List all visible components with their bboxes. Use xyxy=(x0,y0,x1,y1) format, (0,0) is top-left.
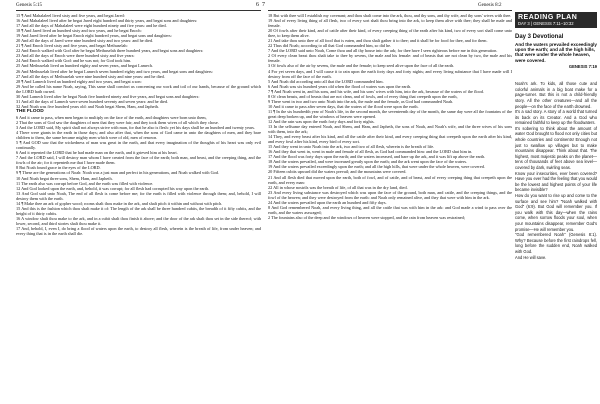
verse-paragraph: 15 And this is the fashion which thou shalt make it of: The length of the ark shall be three hundred cubits, the breadth of it fifty cubits, and the height of it thirty cubits. xyxy=(16,205,261,216)
verse-paragraph: 17 And, behold, I, even I, do bring a flood of waters upon the earth, to destroy all flesh, wherein is the breath of life, from under heaven; and every thing that is in the earth shall die. xyxy=(16,225,261,237)
verse-paragraph: 20 Fifteen cubits upward did the waters prevail; and the mountains were covered. xyxy=(268,169,407,175)
verse-paragraph: 14 ¶ Make thee an ark of gopher wood; rooms shalt thou make in the ark, and shalt pitch it within and without with pitch. xyxy=(16,200,223,206)
verse-paragraph: 29 And he called his name Noah, saying, This same shall comfort us concerning our work and toil of our hands, because of the ground which the LORD hath cursed. xyxy=(16,83,261,94)
verse-paragraph: 21 And all flesh died that moved upon the earth, both of fowl, and of cattle, and of beast, and of every creeping thing that creepeth upon the earth, and every man: xyxy=(268,174,512,185)
verse-paragraph: 10 And Noah begat three sons, Shem, Ham, and Japheth. xyxy=(16,175,113,181)
verse-paragraph: 16 And Mahalaleel lived after he begat Jared eight hundred and thirty years, and begat sons and daughters: xyxy=(16,18,198,24)
reading-plan-title: READING PLAN xyxy=(518,13,578,21)
verse-paragraph: 8 Of clean beasts, and of beasts that are not clean, and of fowls, and of every thing that creepeth upon the earth, xyxy=(268,93,458,99)
devotional-paragraph: And He will save. xyxy=(515,254,547,260)
verse-paragraph: 10 And it came to pass after seven days, that the waters of the flood were upon the earth. xyxy=(268,103,419,109)
reading-plan-sidebar xyxy=(515,12,597,260)
devotional-paragraph: It's a sad story. A story of a world that turned its back on its Creator. And a God who remained faithful to keep up the floodwaters. xyxy=(515,109,597,126)
verse-paragraph: 19 And of every living thing of all flesh, two of every sort shalt thou bring into the ark, to keep them alive with thee; they shall be male and female. xyxy=(268,18,512,29)
verse-paragraph: 6 And it repented the LORD that he had made man on the earth, and it grieved him at his heart. xyxy=(16,150,178,156)
section-heading: THE FLOOD xyxy=(16,109,44,115)
devotional-quote-reference: GENESIS 7:19 xyxy=(568,64,597,70)
verse-paragraph: 19 And Jared lived after he begat Enoch eight hundred years, and begat sons and daughters: xyxy=(16,33,172,39)
verse-paragraph: 22 Thus did Noah; according to all that God commanded him, so did he. xyxy=(268,43,392,49)
verse-paragraph: 12 And God looked upon the earth, and, behold, it was corrupt; for all flesh had corrupted his way upon the earth. xyxy=(16,185,210,191)
verse-paragraph: 23 And all the days of Enoch were three hundred sixty and five years: xyxy=(16,53,135,59)
verse-paragraph: 11 ¶ In the six hundredth year of Noah's life, in the second month, the seventeenth day of the month, the same day were all the fountains of the great deep broken up, and the windows of heaven were opened. xyxy=(268,108,512,119)
verse-paragraph: 2 Of every clean beast thou shalt take to thee by sevens, the male and his female: and of beasts that are not clean by two, the male and his female. xyxy=(268,53,512,64)
verse-paragraph: 14 They, and every beast after his kind, and all the cattle after their kind, and every creeping thing that creepeth upon the earth after his kind, and every fowl after his kind, every bird of every sort. xyxy=(268,134,512,145)
verse-paragraph: 7 And the LORD said unto Noah, Come thou and all thy house into the ark; for thee have I seen righteous before me in this generation. xyxy=(268,48,498,54)
verse-paragraph: 2 The fountains also of the deep and the windows of heaven were stopped, and the rain from heaven was restrained; xyxy=(268,214,465,220)
reading-plan-subtitle: DAY 3 | GENESIS 7:11–10:32 xyxy=(518,21,574,26)
devotional-paragraph: How do you want to rise up and come to the surface and see him? "Noah walked with God" (6:9). But God will remember you. If you walk with this day—when the rains come, when sorrow floods your soul, when your mountains disappear, remember God's promise—He will remember you. xyxy=(515,193,597,232)
verse-paragraph: 22 And Enoch walked with God after he begat Methuselah three hundred years, and begat sons and daughters: xyxy=(16,48,204,54)
verse-paragraph: 3 Of fowls also of the air by sevens, the male and the female; to keep seed alive upon the face of all the earth. xyxy=(268,63,455,69)
verse-paragraph: 5 And Noah did according unto all that the LORD commanded him. xyxy=(268,78,384,84)
verse-paragraph: 4 There were giants in the earth in those days; and also after that, when the sons of God came in unto the daughters of men, and they bare children to them, the same became mighty men which were of old, men of renown. xyxy=(16,130,261,141)
verse-paragraph: 4 For yet seven days, and I will cause it to rain upon the earth forty days and forty nights; and every living substance that I have made will I destroy from off the face of the earth. xyxy=(268,68,512,79)
verse-paragraph: 13 In the selfsame day entered Noah, and Shem, and Ham, and Japheth, the sons of Noah, and Noah's wife, and the three wives of his sons with them, into the ark; xyxy=(268,124,512,135)
verse-paragraph: 27 And all the days of Methuselah were nine hundred sixty and nine years: and he died. xyxy=(16,73,165,79)
right-page-number: 7 xyxy=(262,2,265,8)
verse-paragraph: 6 And it came to pass, when men began to multiply on the face of the earth, and daughters were born unto them, xyxy=(16,114,207,120)
right-header-rule xyxy=(268,10,512,11)
verse-paragraph: 9 There went in two and two unto Noah into the ark, the male and the female, as God had commanded Noah. xyxy=(268,98,454,104)
verse-paragraph: 15 ¶ And Mahalaleel lived sixty and five years, and begat Jared: xyxy=(16,13,125,18)
verse-paragraph: 19 And the waters prevailed exceedingly upon the earth; and all the high hills, that were under the whole heaven, were covered. xyxy=(268,164,485,170)
right-text-column xyxy=(268,13,512,220)
verse-paragraph: 15 And they went in unto Noah into the ark, two and two of all flesh, wherein is the breath of life. xyxy=(268,144,435,150)
devotional-paragraph: "God remembered Noah" (Genesis 8:1). Why? Because before the first raindrops fell, long before the sudden end, Noah walked with God. xyxy=(515,232,597,254)
devotional-paragraph: Noah's ark. To kids, all those cute and colorful animals in a big boat make for a page-turner. But this is not a child-friendly story. All the other creatures—and all the people—on the face of the earth drowned. xyxy=(515,81,597,109)
verse-paragraph: 18 ¶ And Jared lived an hundred sixty and two years, and he begat Enoch: xyxy=(16,28,142,34)
devotional-body xyxy=(515,81,597,260)
verse-paragraph: 5 ¶ And GOD saw that the wickedness of man was great in the earth, and that every imagination of the thoughts of his heart was only evil continually. xyxy=(16,140,261,151)
verse-paragraph: 24 And Enoch walked with God: and he was not; for God took him. xyxy=(16,58,132,64)
verse-paragraph: 21 ¶ And Enoch lived sixty and five years, and begat Methuselah: xyxy=(16,43,128,49)
verse-paragraph: 3 And the LORD said, My spirit shall not always strive with man, for that he also is flesh: yet his days shall be an hundred and twenty years. xyxy=(16,125,256,131)
left-header-rule xyxy=(16,10,261,11)
left-running-head: Genesis 5:15 xyxy=(16,3,42,8)
verse-paragraph: 13 And God said unto Noah, The end of all flesh is come before me; for the earth is filled with violence through them; and, behold, I will destroy them with the earth. xyxy=(16,190,261,201)
verse-paragraph: 17 And the flood was forty days upon the earth; and the waters increased, and bare up the ark, and it was lift up above the earth. xyxy=(268,154,486,160)
verse-paragraph: 2 That the sons of God saw the daughters of men that they were fair; and they took them wives of all which they chose. xyxy=(16,119,219,125)
verse-paragraph: 24 And the waters prevailed upon the earth an hundred and fifty days. xyxy=(268,199,387,205)
verse-paragraph: 30 And Lamech lived after he begat Noah five hundred ninety and five years, and begat sons and daughters: xyxy=(16,93,200,99)
verse-paragraph: 32 And Noah was five hundred years old: and Noah begat Shem, Ham, and Japheth. xyxy=(16,103,159,109)
verse-paragraph: 6 And Noah was six hundred years old when the flood of waters was upon the earth. xyxy=(268,83,412,89)
verse-paragraph: 26 And Methuselah lived after he begat Lamech seven hundred eighty and two years, and begat sons and daughters: xyxy=(16,68,213,74)
devotional-paragraph: Know your insecurities, ever been covered? Have you ever had the feeling that you would be the lowest and highest points of your life became invisible? xyxy=(515,170,597,193)
verse-paragraph: 8 And God remembered Noah, and every living thing, and all the cattle that was with him in the ark: and God made a wind to pass over the earth, and the waters asswaged; xyxy=(268,204,512,215)
devotional-paragraph: It's sobering to think about the amount of water God brought to flood not only cities but whole countries and continents! Enough not just to swallow up villages but to make mountains disappear. Think about that. The highest, most majestic peaks on the planet—tens of thousands of feet above sea level—covered by dark, swirling seas. xyxy=(515,125,597,171)
verse-paragraph: 7 And the LORD said, I will destroy man whom I have created from the face of the earth; both man, and beast, and the creeping thing, and the fowls of the air; for it repenteth me that I have made them. xyxy=(16,155,261,166)
verse-paragraph: 25 And Methuselah lived an hundred eighty and seven years, and begat Lamech. xyxy=(16,63,153,69)
verse-paragraph: 18 And the waters prevailed, and were increased greatly upon the earth; and the ark went upon the face of the waters. xyxy=(268,159,468,165)
devotional-quote: And the waters prevailed exceedingly upon the earth; and all the high hills, that were under the whole heaven, were covered. xyxy=(515,41,597,63)
verse-paragraph: 8 But Noah found grace in the eyes of the LORD. xyxy=(16,165,101,171)
verse-paragraph: 17 And all the days of Mahalaleel were eight hundred ninety and five years: and he died. xyxy=(16,23,167,29)
devotional-heading: Day 3 Devotional xyxy=(515,33,564,40)
verse-paragraph: 18 But with thee will I establish my covenant; and thou shalt come into the ark, thou, and thy sons, and thy wife, and thy sons' wives with thee. xyxy=(268,13,512,18)
left-page-number: 6 xyxy=(256,2,259,8)
right-running-head: Genesis 8:2 xyxy=(478,3,502,8)
verse-paragraph: 11 The earth also was corrupt before God, and the earth was filled with violence. xyxy=(16,180,154,186)
verse-paragraph: 22 All in whose nostrils was the breath of life, of all that was in the dry land, died. xyxy=(268,184,408,190)
verse-paragraph: 20 Of fowls after their kind, and of cattle after their kind, of every creeping thing of the earth after his kind, two of every sort shall come unto thee, to keep them alive. xyxy=(268,28,512,39)
verse-paragraph: 12 And the rain was upon the earth forty days and forty nights. xyxy=(268,118,375,124)
verse-paragraph: 21 And take thou unto thee of all food that is eaten, and thou shalt gather it to thee; and it shall be for food for thee, and for them. xyxy=(268,38,488,44)
verse-paragraph: 16 And they that went in, went in male and female of all flesh, as God had commanded him: and the LORD shut him in. xyxy=(268,149,473,155)
verse-paragraph: 16 A window shalt thou make to the ark, and in a cubit shalt thou finish it above; and the door of the ark shalt thou set in the side thereof; with lower, second, and third stories shalt thou make it. xyxy=(16,215,261,226)
verse-paragraph: 31 And all the days of Lamech were seven hundred seventy and seven years: and he died. xyxy=(16,98,169,104)
verse-paragraph: 7 ¶ And Noah went in, and his sons, and his wife, and his sons' wives with him, into the ark, because of the waters of the flood. xyxy=(268,88,484,94)
verse-paragraph: 23 And every living substance was destroyed which was upon the face of the ground, both man, and cattle, and the creeping things, and the fowl of the heaven; and they were destroyed from the earth: and Noah only remained alive, and they that were with him in the ark. xyxy=(268,189,512,200)
reading-plan-banner xyxy=(515,12,597,28)
verse-paragraph: 20 And all the days of Jared were nine hundred sixty and two years: and he died. xyxy=(16,38,154,44)
verse-paragraph: 9 ¶ These are the generations of Noah: Noah was a just man and perfect in his generations, and Noah walked with God. xyxy=(16,170,219,176)
left-text-column xyxy=(16,13,261,236)
verse-paragraph: 28 ¶ And Lamech lived an hundred eighty and two years, and begat a son: xyxy=(16,78,142,84)
